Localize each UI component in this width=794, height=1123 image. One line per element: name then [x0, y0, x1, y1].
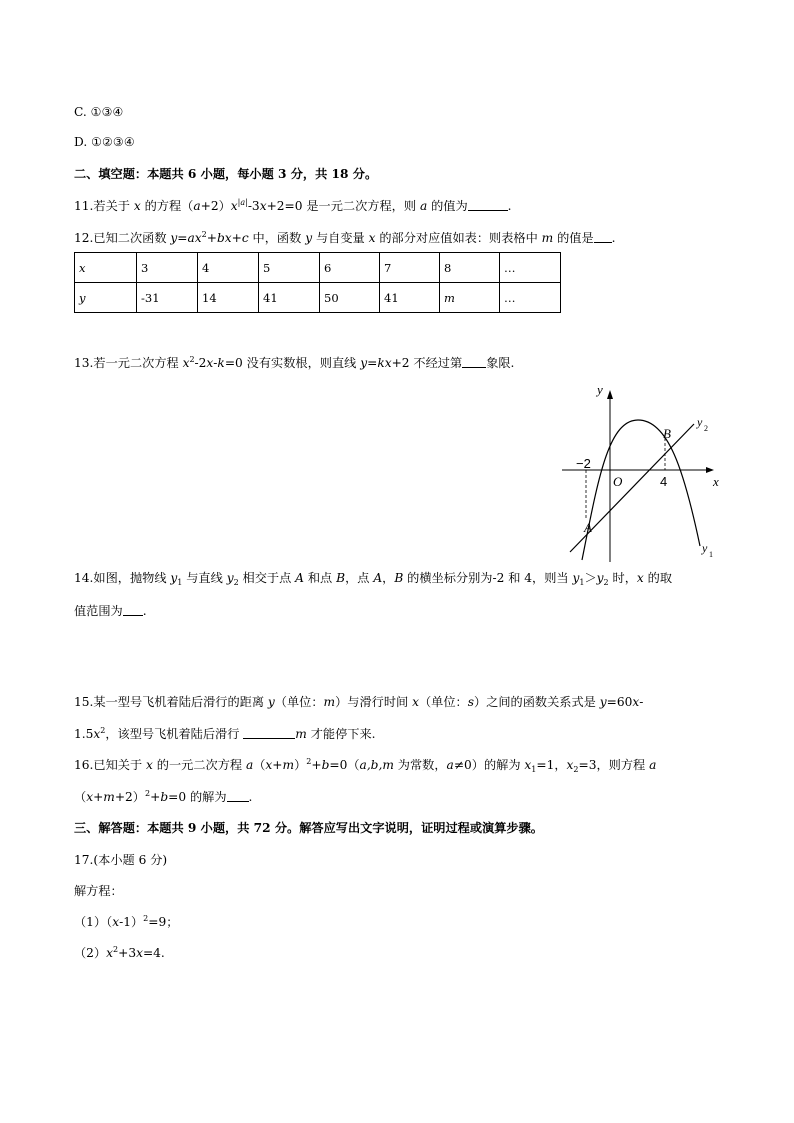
section-heading-solutions: 三、解答题：本题共 9 小题，共 72 分。解答应写出文字说明，证明过程或演算步骤。	[74, 821, 543, 835]
option-d: D. ①②③④	[74, 135, 135, 149]
tick-label-4: 4	[660, 474, 668, 489]
question-17-title: 17.(本小题 6 分)	[74, 853, 168, 867]
answer-blank	[227, 790, 249, 802]
question-15-line2: $1.5x^2$，该型号飞机着陆后滑行 m 才能停下来.	[74, 726, 376, 741]
question-14-line2: 值范围为 .	[74, 604, 147, 618]
table-cell: 5	[259, 253, 320, 283]
table-cell: 14	[198, 283, 259, 313]
answer-blank	[468, 199, 508, 211]
option-c: C. ①③④	[74, 105, 124, 119]
table-cell: 7	[380, 253, 440, 283]
table-row-y	[75, 283, 561, 313]
table-cell: x	[75, 253, 137, 283]
question-17-part1: $(1)(x-1)^2=9$；	[74, 914, 179, 929]
table-row-x	[75, 253, 561, 283]
table-cell: 41	[259, 283, 320, 313]
y1-label: y	[702, 541, 708, 555]
point-a-label: A	[584, 520, 592, 535]
question-15-line1: 15.某一型号飞机着陆后滑行的距离 y（单位：m）与滑行时间 x（单位：s）之间的函数关系式是 y=60x-	[74, 695, 644, 709]
question-17-instruction: 解方程：	[74, 884, 123, 898]
x-axis-label: x	[713, 474, 719, 489]
question-17-part2: $(2)x^2+3x=4$.	[74, 945, 165, 960]
answer-blank	[243, 727, 295, 739]
table-cell: 50	[320, 283, 380, 313]
table-cell: 41	[380, 283, 440, 313]
tick-label-neg2: −2	[576, 456, 591, 471]
y-axis-arrow	[607, 390, 613, 399]
question-12: 12.已知二次函数 $y=ax^2+bx+c$ 中，函数 y 与自变量 x 的部分对应值如表：则表格中 m 的值是 .	[74, 230, 616, 245]
table-cell: 8	[440, 253, 500, 283]
y2-label: y	[697, 415, 703, 429]
value-table	[74, 252, 561, 313]
question-13: 13.若一元二次方程 $x^2-2x-k=0$ 没有实数根，则直线 y=kx+2 不经过第 象限.	[74, 355, 515, 370]
parabola-y1	[582, 420, 700, 560]
table-cell: m	[440, 283, 500, 313]
point-b-label: B	[663, 426, 671, 441]
question-16-line1: 16.已知关于 x 的一元二次方程 $a(x+m)^2+b=0(a,b,m$ 为常数，a≠0）的解为 $x_1=1$，$x_2=3$，则方程 a	[74, 757, 657, 774]
origin-label: O	[613, 474, 623, 489]
question-16-line2: $(x+m+2)^2+b=0$ 的解为 .	[74, 789, 253, 804]
answer-blank	[123, 604, 143, 616]
y-axis-label: y	[597, 382, 603, 397]
answer-blank	[594, 231, 612, 243]
table-cell: -31	[137, 283, 198, 313]
y2-subscript: 2	[704, 424, 708, 433]
table-cell: …	[500, 253, 561, 283]
table-cell: 4	[198, 253, 259, 283]
x-axis-arrow	[706, 467, 714, 473]
answer-blank	[462, 356, 486, 368]
parabola-line-graph	[562, 380, 732, 562]
table-cell: y	[75, 283, 137, 313]
table-cell: …	[500, 283, 561, 313]
table-cell: 3	[137, 253, 198, 283]
question-14-line1: 14.如图，抛物线 $y_1$ 与直线 $y_2$ 相交于点 A 和点 B，点 A，B 的横坐标分别为-2 和 4，则当 $y_1>y_2$ 时，x 的取	[74, 571, 673, 587]
section-heading-fill-blank: 二、填空题：本题共 6 小题，每小题 3 分，共 18 分。	[74, 167, 378, 181]
y1-subscript: 1	[709, 550, 713, 559]
question-11: 11.若关于 x 的方程$(a+2)x^{|a|}-3x+2=0$ 是一元二次方程，则 a 的值为 .	[74, 198, 512, 213]
table-cell: 6	[320, 253, 380, 283]
